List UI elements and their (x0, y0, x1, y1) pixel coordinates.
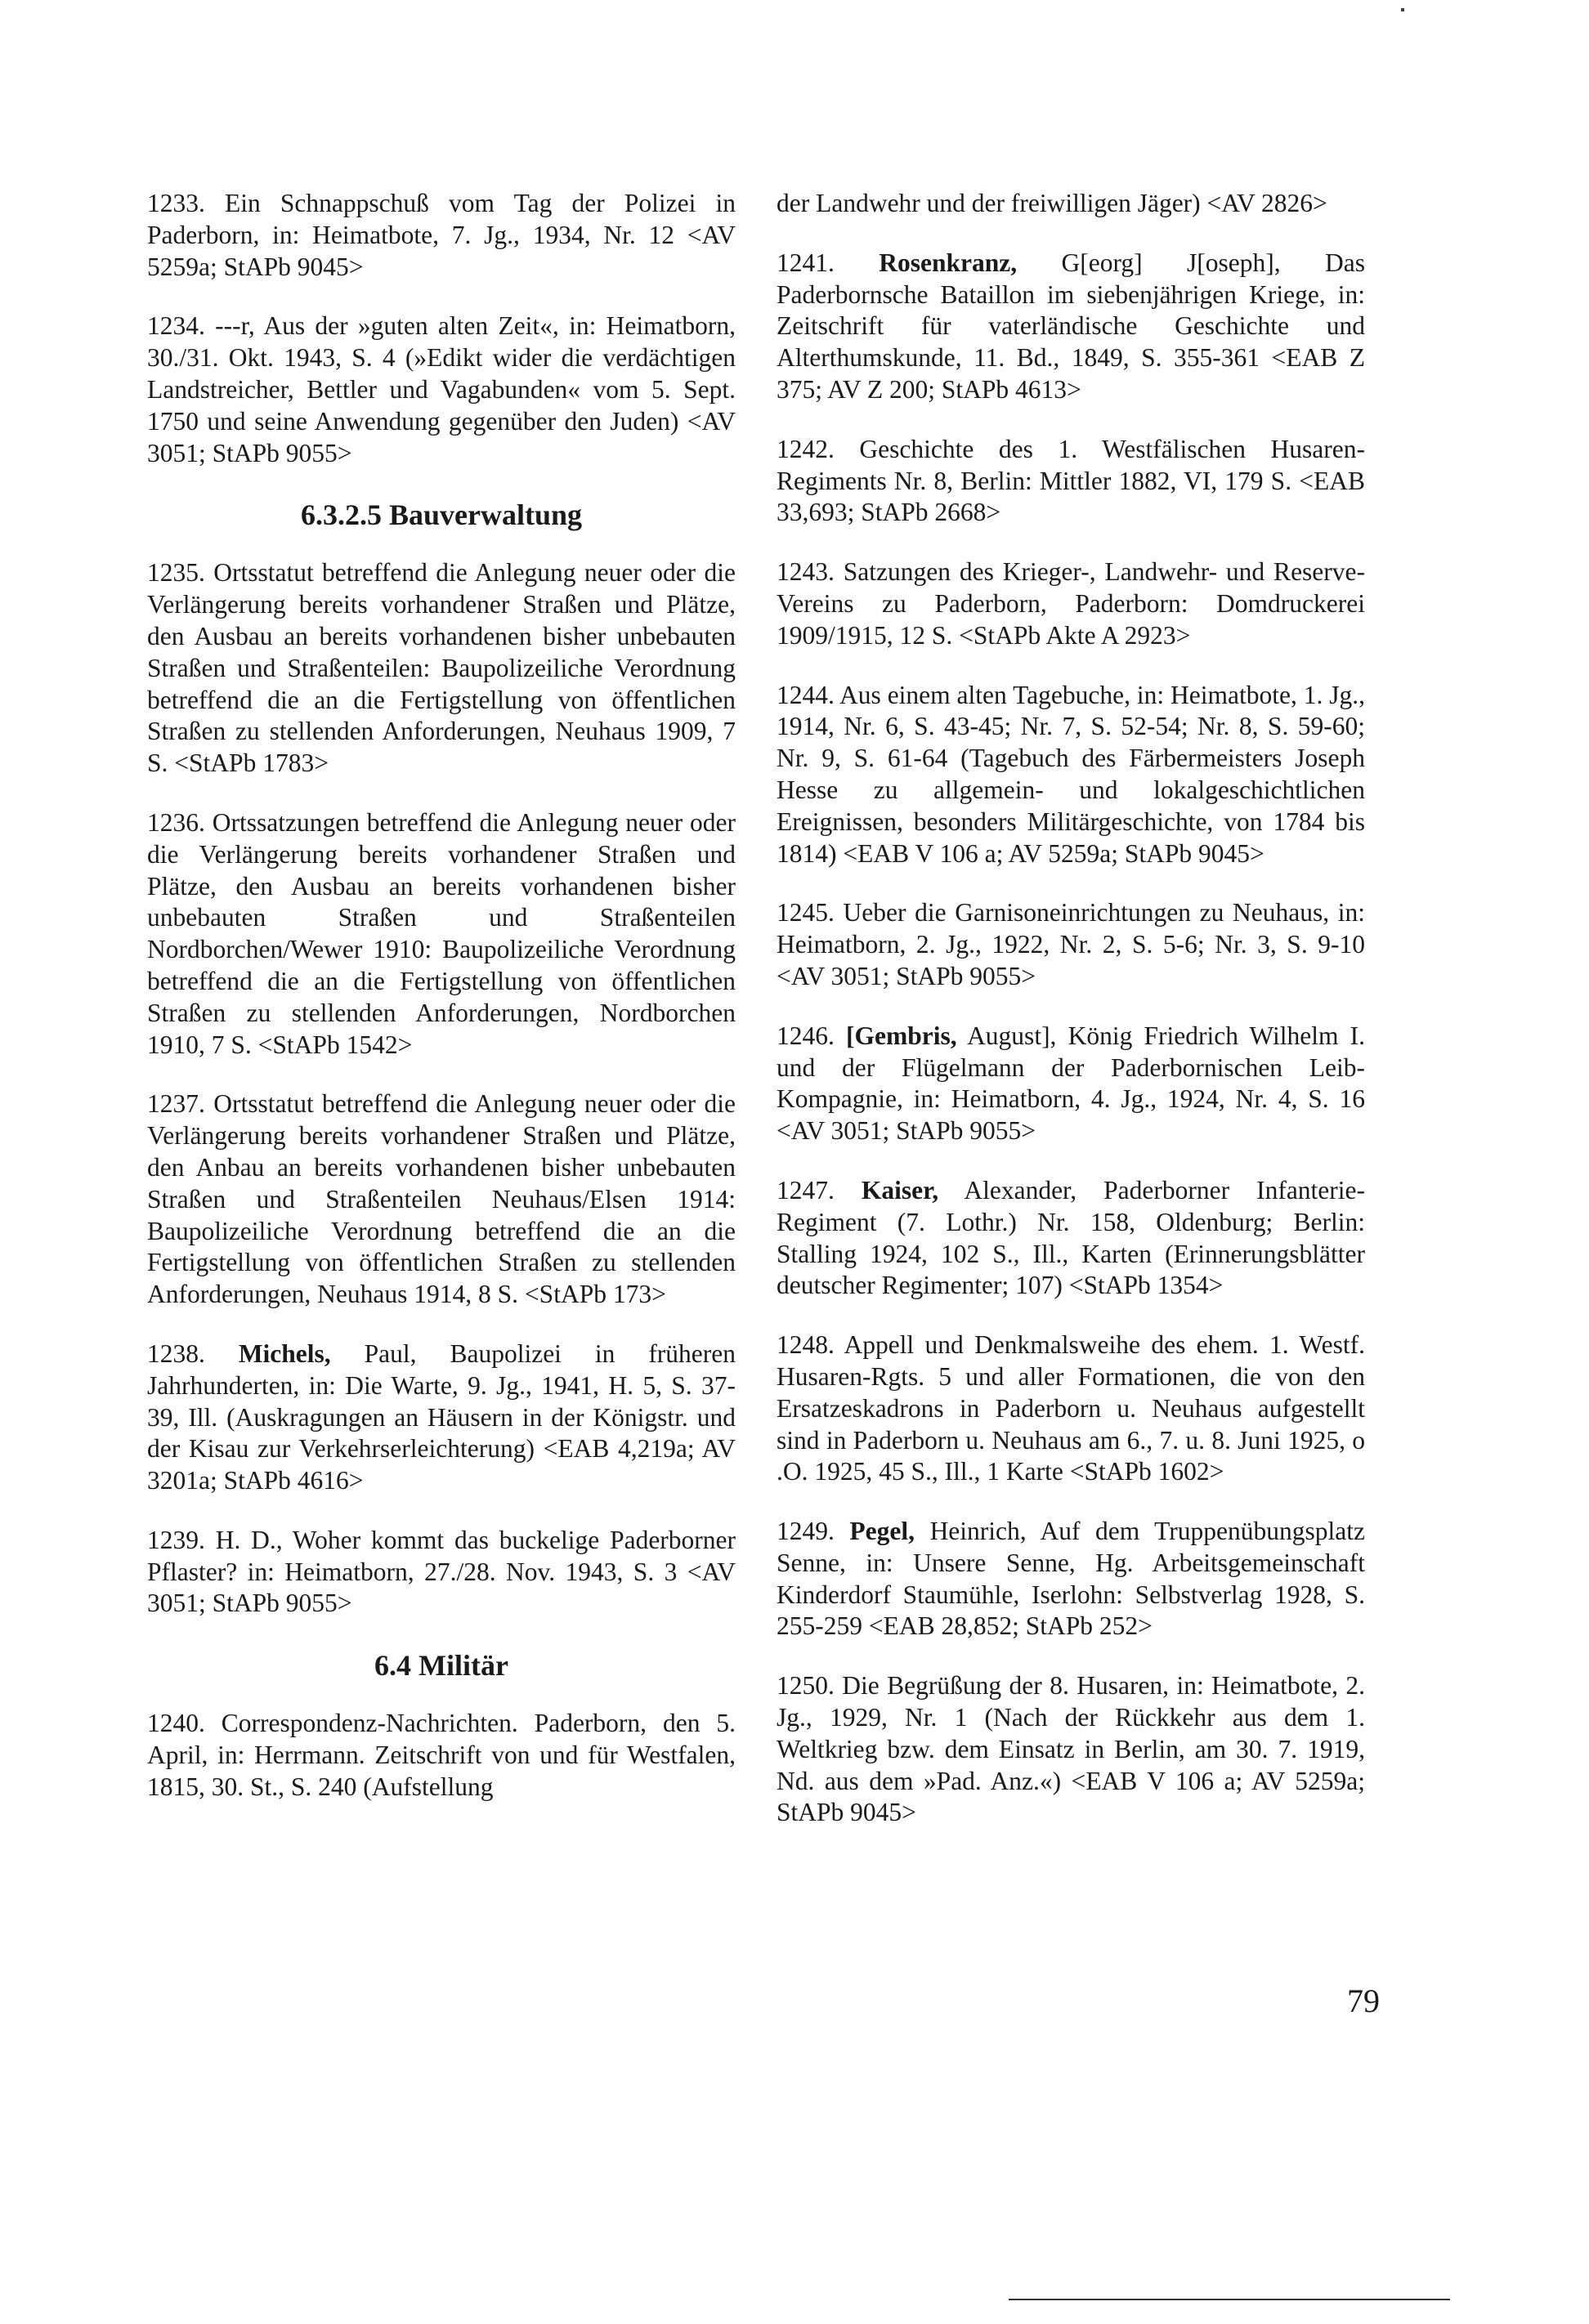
entry-1249 (777, 1516, 1365, 1642)
section-heading-bauverwaltung: 6.3.2.5 Bauverwaltung (300, 498, 583, 532)
entry-1246 (777, 1021, 1365, 1147)
entry-1242: 1242. Geschichte des 1. Westfälischen Husaren-Regiments Nr. 8, Berlin: Mittler 1882, VI, 179 S. <EAB 33,693; StAPb 2668> (777, 434, 1365, 527)
entry-number: 1241. (777, 248, 835, 277)
page-number: 79 (1347, 1982, 1380, 2019)
entry-1247 (777, 1175, 1365, 1302)
entry-text: Paul, Baupolizei in früheren Jahrhunderten, in: Die Warte, 9. Jg., 1941, H. 5, S. 37-39, Ill. (Auskragungen an Häusern in der Königstr. und der Kisau zur Verkehrserleichterung) <EAB 4,219a; AV 3201a; StAPb 4616> (147, 1339, 736, 1495)
right-column (777, 188, 1365, 1857)
entry-1233: 1233. Ein Schnappschuß vom Tag der Polizei in Paderborn, in: Heimatbote, 7. Jg., 1934, Nr. 12 <AV 5259a; StAPb 9045> (147, 189, 736, 281)
entry-1239: 1239. H. D., Woher kommt das buckelige Paderborner Pflaster? in: Heimatborn, 27./28. Nov. 1943, S. 3 <AV 3051; StAPb 9055> (147, 1525, 736, 1618)
entry-1250: 1250. Die Begrüßung der 8. Husaren, in: Heimatbote, 2. Jg., 1929, Nr. 1 (Nach der Rückkehr aus dem 1. Weltkrieg bzw. dem Einsatz in Berlin, am 30. 7. 1919, Nd. aus dem »Pad. Anz.«) <EAB V 106 a; AV 5259a; StAPb 9045> (777, 1671, 1365, 1827)
entry-author: Pegel, (849, 1517, 915, 1546)
entry-number: 1238. (147, 1339, 205, 1368)
entry-author: Michels, (238, 1339, 331, 1368)
bottom-rule (1009, 2299, 1450, 2300)
entry-text: August], König Friedrich Wilhelm I. und der Flügelmann der Paderbornischen Leib-Kompagnie, in: Heimatborn, 4. Jg., 1924, Nr. 4, S. 16 <AV 3051; StAPb 9055> (777, 1021, 1366, 1146)
left-column (147, 188, 736, 1831)
entry-text: Heinrich, Auf dem Truppenübungsplatz Senne, in: Unsere Senne, Hg. Arbeitsgemeinschaft Kinderdorf Staumühle, Iserlohn: Selbstverlag 1928, S. 255-259 <EAB 28,852; StAPb 252> (777, 1517, 1366, 1641)
entry-1236: 1236. Ortssatzungen betreffend die Anlegung neuer oder die Verlängerung bereits vorhandener Straßen und Plätze, den Ausbau an bereits vorhandenen bisher unbebauten Straßen und Straßenteilen Nordborchen/Wewer 1910: Baupolizeiliche Verordnung betreffend die an die Fertigstellung von öffentlichen Straßen zu stellenden Anforderungen, Nordborchen 1910, 7 S. <StAPb 1542> (147, 807, 736, 1059)
entry-1241 (777, 248, 1365, 406)
entry-text: G[eorg] J[oseph], Das Paderbornsche Bataillon im siebenjährigen Kriege, in: Zeitschrift für vaterländische Geschichte und Alterthumskunde, 11. Bd., 1849, S. 355-361 <EAB Z 375; AV Z 200; StAPb 4613> (777, 248, 1365, 404)
entry-1237: 1237. Ortsstatut betreffend die Anlegung neuer oder die Verlängerung bereits vorhandener Straßen und Plätze, den Anbau an bereits vorhandenen bisher unbebauten Straßen und Straßenteilen Neuhaus/Elsen 1914: Baupolizeiliche Verordnung betreffend die an die Fertigstellung von öffentlichen Straßen zu stellenden Anforderungen, Neuhaus 1914, 8 S. <StAPb 173> (147, 1089, 736, 1309)
entry-1243: 1243. Satzungen des Krieger-, Landwehr- und Reserve-Vereins zu Paderborn, Paderborn: Domdruckerei 1909/1915, 12 S. <StAPb Akte A 2923> (777, 557, 1365, 650)
entry-author: [Gembris, (846, 1021, 957, 1050)
entry-1240-continued: der Landwehr und der freiwilligen Jäger) <AV 2826> (777, 189, 1327, 217)
entry-1248: 1248. Appell und Denkmalsweihe des ehem. 1. Westf. Husaren-Rgts. 5 und aller Formationen, die von den Ersatzeskadrons in Paderborn u. Neuhaus aufgestellt sind in Paderborn u. Neuhaus am 6., 7. u. 8. Juni 1925, o .O. 1925, 45 S., Ill., 1 Karte <StAPb 1602> (777, 1330, 1365, 1486)
entry-number: 1247. (777, 1175, 835, 1204)
entry-1244: 1244. Aus einem alten Tagebuche, in: Heimatbote, 1. Jg., 1914, Nr. 6, S. 43-45; Nr. 7, S. 52-54; Nr. 8, S. 59-60; Nr. 9, S. 61-64 (Tagebuch des Färbermeisters Joseph Hesse zu allgemein- und lokalgeschichtlichen Ereignissen, besonders Militärgeschichte, von 1784 bis 1814) <EAB V 106 a; AV 5259a; StAPb 9045> (777, 680, 1365, 868)
entry-1245: 1245. Ueber die Garnisoneinrichtungen zu Neuhaus, in: Heimatborn, 2. Jg., 1922, Nr. 2, S. 5-6; Nr. 3, S. 9-10 <AV 3051; StAPb 9055> (777, 898, 1365, 990)
entry-1235: 1235. Ortsstatut betreffend die Anlegung neuer oder die Verlängerung bereits vorhandener Straßen und Plätze, den Ausbau an bereits vorhandenen bisher unbebauten Straßen und Straßenteilen: Baupolizeiliche Verordnung betreffend die an die Fertigstellung von öffentlichen Straßen zu stellenden Anforderungen, Neuhaus 1909, 7 S. <StAPb 1783> (147, 558, 736, 778)
entry-1238 (147, 1339, 736, 1497)
entry-1234: 1234. ---r, Aus der »guten alten Zeit«, in: Heimatborn, 30./31. Okt. 1943, S. 4 (»Edikt wider die verdächtigen Landstreicher, Bettler und Vagabunden« vom 5. Sept. 1750 und seine Anwendung gegenüber den Juden) <AV 3051; StAPb 9055> (147, 311, 736, 467)
entry-number: 1246. (777, 1021, 835, 1050)
entry-1240: 1240. Correspondenz-Nachrichten. Paderborn, den 5. April, in: Herrmann. Zeitschrift von und für Westfalen, 1815, 30. St., S. 240 (Aufstellung (147, 1709, 736, 1801)
section-heading-militaer: 6.4 Militär (374, 1649, 508, 1683)
entry-author: Rosenkranz, (879, 248, 1018, 277)
entry-author: Kaiser, (861, 1175, 939, 1204)
entry-text: Alexander, Paderborner Infanterie-Regiment (7. Lothr.) Nr. 158, Oldenburg; Berlin: Stalling 1924, 102 S., Ill., Karten (Erinnerungsblätter deutscher Regimenter; 107) <StAPb 1354> (777, 1175, 1365, 1300)
entry-number: 1249. (777, 1517, 835, 1546)
scan-corner-mark (1401, 8, 1404, 11)
